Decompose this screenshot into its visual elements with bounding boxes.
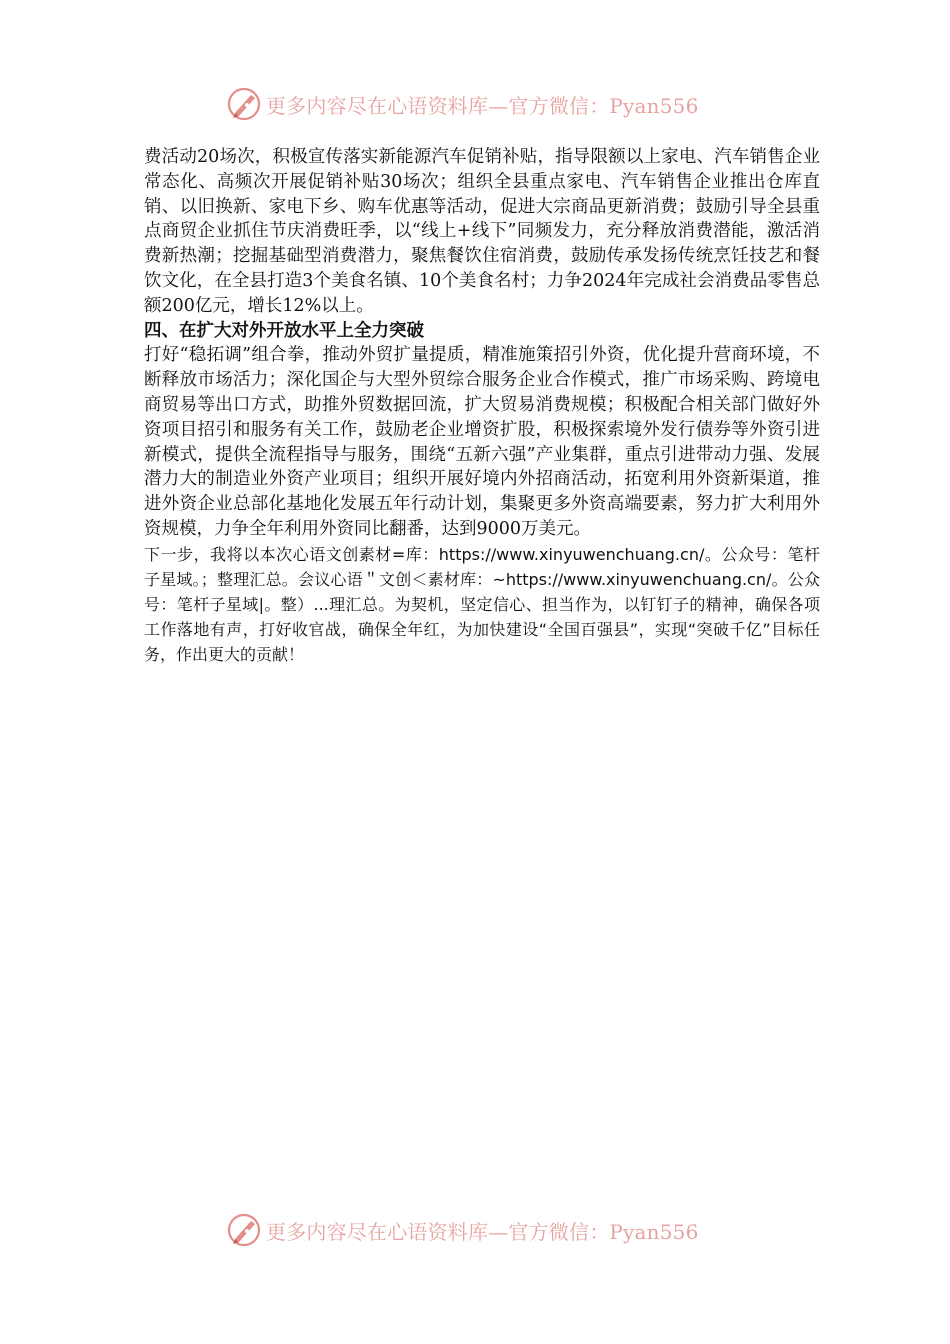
pen-logo-icon bbox=[226, 86, 262, 122]
section-heading-4: 四、在扩大对外开放水平上全力突破 bbox=[144, 320, 424, 341]
banner-text: 更多内容尽在心语资料库—官方微信：Pyan556 bbox=[266, 1219, 699, 1244]
paragraph-opening-up: 打好“稳拓调”组合拳，推动外贸扩量提质，精准施策招引外资，优化提升营商环境，不断释放市场活力；深化国企与大型外贸综合服务企业合作模式，推广市场采购、跨境电商贸易等出口方式，助推外贸数据回流，扩大贸易消费规模；积极配合相关部门做好外资项目招引和服务有关工作，鼓励老企业增资扩股，积极探索境外发行债券等外资引进新模式，提供全流程指导与服务，围绕“五新六强”产业集群，重点引进带动力强、发展潜力大的制造业外资产业项目；组织开展好境内外招商活动，拓宽利用外资新渠道，推进外资企业总部化基地化发展五年行动计划，集聚更多外资高端要素，努力扩大利用外资规模，力争全年利用外资同比翻番，达到9000万美元。 bbox=[144, 345, 820, 539]
banner-text: 更多内容尽在心语资料库—官方微信：Pyan556 bbox=[266, 93, 699, 118]
document-body bbox=[144, 145, 820, 667]
pen-logo-icon bbox=[226, 1212, 262, 1248]
footer-banner bbox=[226, 1212, 726, 1248]
paragraph-consumption: 费活动20场次，积极宣传落实新能源汽车促销补贴，指导限额以上家电、汽车销售企业常态化、高频次开展促销补贴30场次；组织全县重点家电、汽车销售企业推出仓库直销、以旧换新、家电下乡、购车优惠等活动，促进大宗商品更新消费；鼓励引导全县重点商贸企业抓住节庆消费旺季，以“线上+线下”同频发力，充分释放消费潜能，激活消费新热潮；挖掘基础型消费潜力，聚焦餐饮住宿消费，鼓励传承发扬传统烹饪技艺和餐饮文化，在全县打造3个美食名镇、10个美食名村；力争2024年完成社会消费品零售总额200亿元，增长12%以上。 bbox=[144, 147, 820, 316]
paragraph-next-steps: 下一步，我将以本次心语文创素材=库：https://www.xinyuwenchuang.cn/。公众号：笔杆子星域。；整理汇总。会议心语＂文创＜素材库：~https://www.xinyuwenchuang.cn/。公众号：笔杆子星域|。整）...理汇总。为契机，坚定信心、担当作为，以钉钉子的精神，确保各项工作落地有声，打好收官战，确保全年红，为加快建设“全国百强县”，实现“突破千亿”目标任务，作出更大的贡献！ bbox=[144, 544, 820, 664]
header-banner bbox=[226, 86, 726, 122]
